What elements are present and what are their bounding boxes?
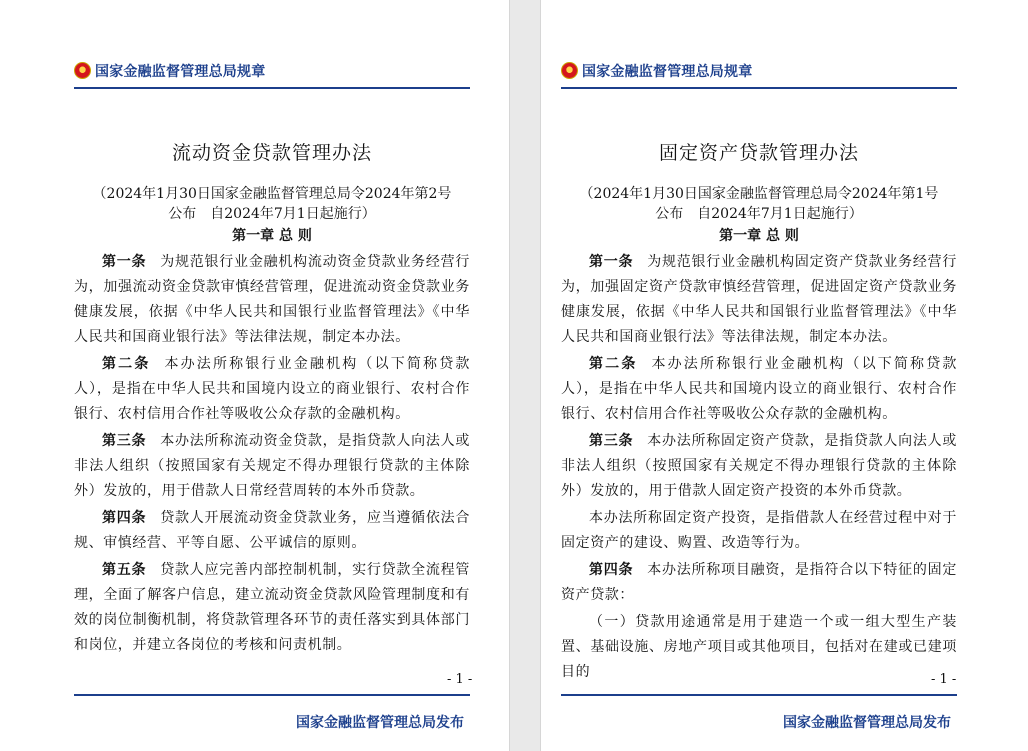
page-number: - 1 -: [447, 672, 473, 687]
article: [74, 352, 470, 427]
article-text: 为规范银行业金融机构固定资产贷款业务经营行为，加强固定资产贷款审慎经营管理，促进固定资产贷款业务健康发展，依据《中华人民共和国银行业监督管理法》《中华人民共和国商业银行法》等法律法规，制定本办法。: [561, 254, 957, 345]
article: [74, 506, 470, 556]
document-title: 固定资产贷款管理办法: [658, 142, 859, 164]
article-text: 贷款人应完善内部控制机制，实行贷款全流程管理，全面了解客户信息，建立流动资金贷款风险管理制度和有效的岗位制衡机制，将贷款管理各环节的责任落实到具体部门和岗位，并建立各岗位的考核和问责机制。: [74, 562, 470, 653]
issuance-note: [74, 184, 470, 224]
issuance-note-line-2: 公布 自2024年7月1日起施行）: [655, 206, 863, 222]
page-number: - 1 -: [931, 672, 957, 687]
article-text: （一）贷款用途通常是用于建造一个或一组大型生产装置、基础设施、房地产项目或其他项目，包括对在建或已建项目的: [561, 614, 957, 680]
document-title: 流动资金贷款管理办法: [171, 142, 372, 164]
right-page: [540, 0, 1028, 751]
header-text: 国家金融监督管理总局规章: [582, 64, 753, 80]
article-label: 第一条: [102, 254, 147, 270]
article: [74, 250, 470, 350]
header-text: 国家金融监督管理总局规章: [95, 64, 266, 80]
article-label: 第四条: [102, 510, 147, 526]
national-emblem-icon: [561, 62, 578, 79]
article: [561, 250, 957, 350]
article-paragraph: [561, 506, 957, 556]
article-label: 第二条: [589, 356, 638, 372]
national-emblem-icon: [74, 62, 91, 79]
issuance-note: [561, 184, 957, 224]
article: [561, 429, 957, 504]
article-text: 本办法所称流动资金贷款，是指贷款人向法人或非法人组织（按照国家有关规定不得办理银行贷款的主体除外）发放的，用于借款人日常经营周转的本外币贷款。: [74, 433, 470, 499]
article-text: 本办法所称固定资产贷款，是指贷款人向法人或非法人组织（按照国家有关规定不得办理银行贷款的主体除外）发放的，用于借款人固定资产投资的本外币贷款。: [561, 433, 957, 499]
article-paragraph: [561, 610, 957, 685]
issuance-note-line-1: （2024年1月30日国家金融监督管理总局令2024年第2号: [92, 186, 452, 202]
article-text: 为规范银行业金融机构流动资金贷款业务经营行为，加强流动资金贷款审慎经营管理，促进流动资金贷款业务健康发展，依据《中华人民共和国银行业监督管理法》《中华人民共和国商业银行法》等法律法规，制定本办法。: [74, 254, 470, 345]
article-label: 第二条: [102, 356, 151, 372]
footer-rule: [561, 694, 957, 696]
article-text: 贷款人开展流动资金贷款业务，应当遵循依法合规、审慎经营、平等自愿、公平诚信的原则。: [74, 510, 470, 551]
article-text: 本办法所称固定资产投资，是指借款人在经营过程中对于固定资产的建设、购置、改造等行为。: [561, 510, 957, 551]
page-header: [74, 60, 470, 90]
footer-rule: [74, 694, 470, 696]
article-text: 本办法所称银行业金融机构（以下简称贷款人），是指在中华人民共和国境内设立的商业银行、农村合作银行、农村信用合作社等吸收公众存款的金融机构。: [561, 356, 957, 422]
page-gap: [510, 0, 540, 751]
article-text: 本办法所称项目融资，是指符合以下特征的固定资产贷款：: [561, 562, 957, 603]
header-rule: [561, 87, 957, 89]
chapter-heading: 第一章 总 则: [232, 228, 312, 244]
article-label: 第五条: [102, 562, 147, 578]
issuance-note-line-2: 公布 自2024年7月1日起施行）: [168, 206, 376, 222]
issuance-note-line-1: （2024年1月30日国家金融监督管理总局令2024年第1号: [579, 186, 939, 202]
page-body: [74, 140, 470, 660]
article: [561, 352, 957, 427]
article: [74, 558, 470, 658]
footer-text: 国家金融监督管理总局发布: [783, 715, 951, 731]
article-label: 第三条: [589, 433, 634, 449]
chapter-heading: 第一章 总 则: [719, 228, 799, 244]
left-page: [0, 0, 510, 751]
article-label: 第三条: [102, 433, 147, 449]
article-label: 第一条: [589, 254, 634, 270]
footer-text: 国家金融监督管理总局发布: [296, 715, 464, 731]
article: [561, 558, 957, 608]
header-rule: [74, 87, 470, 89]
article-label: 第四条: [589, 562, 634, 578]
article-text: 本办法所称银行业金融机构（以下简称贷款人），是指在中华人民共和国境内设立的商业银行、农村合作银行、农村信用合作社等吸收公众存款的金融机构。: [74, 356, 470, 422]
page-header: [561, 60, 957, 90]
article: [74, 429, 470, 504]
page-body: [561, 140, 957, 687]
